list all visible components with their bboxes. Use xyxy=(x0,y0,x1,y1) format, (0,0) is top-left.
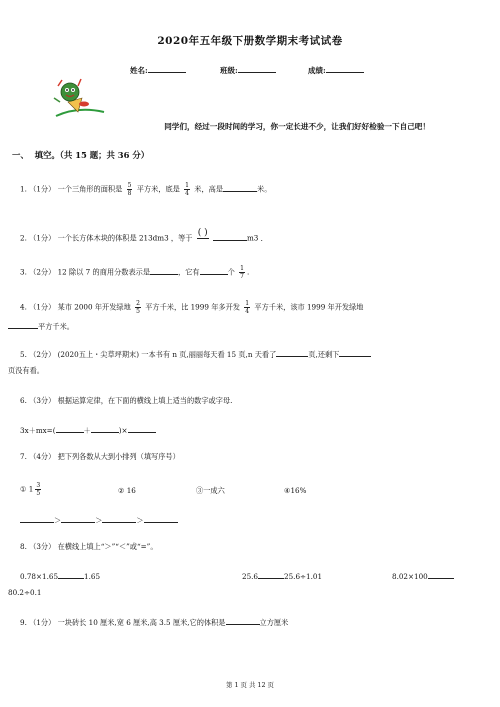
answer-blank[interactable] xyxy=(428,570,454,579)
answer-blank[interactable] xyxy=(200,266,228,275)
answer-blank[interactable] xyxy=(20,514,54,523)
answer-blank[interactable] xyxy=(8,320,38,329)
answer-blank[interactable] xyxy=(128,424,156,433)
question-8-item-2: 25.6 25.6÷1.01 xyxy=(242,572,323,581)
question-3: 3. （2分） 12 除以 7 的商用分数表示是 ，它有 个 $\frac{1}{7}$ . xyxy=(20,265,250,280)
answer-blank[interactable] xyxy=(144,514,178,523)
fraction: $\frac{5}{8}$ xyxy=(127,182,132,197)
question-7-option-4: ④16% xyxy=(284,486,307,495)
question-2: 2. （1分） 一个长方体木块的体积是 213dm3 ，等于 ( ) m3 ． xyxy=(20,228,268,249)
intro-text: 同学们，经过一段时间的学习，你一定长进不少，让我们好好检验一下自己吧！ xyxy=(164,122,430,131)
question-7: 7. （4分） 把下列各数从大到小排列（填写序号） xyxy=(20,452,180,461)
fraction: $\frac{1}{4}$ xyxy=(185,182,189,197)
question-4: 4. （1分） 某市 2000 年开发绿地 $\frac{2}{5}$ 平方千米，比 1999 年多开发 $\frac{1}{4}$ 平方千米，该市 1999 年开发绿地 xyxy=(20,300,364,315)
section-heading: 一、 填空。（共 15 题；共 36 分） xyxy=(12,150,150,160)
page-footer: 第 1 页 共 12 页 xyxy=(226,681,274,689)
name-field[interactable]: 姓名: xyxy=(130,64,186,76)
answer-blank[interactable] xyxy=(213,232,247,241)
class-field[interactable]: 班级: xyxy=(220,64,276,76)
answer-blank[interactable] xyxy=(61,514,95,523)
question-8-item-3-continued: 80.2÷0.1 xyxy=(8,588,42,597)
question-5-continued: 页没有看。 xyxy=(8,366,44,375)
question-4-continued: 平方千米。 xyxy=(8,320,74,332)
question-7-answer-row: ＞ ＞ ＞ xyxy=(20,514,178,526)
question-6-expression: 3x＋mx=( ＋ )× xyxy=(20,424,156,436)
answer-blank[interactable] xyxy=(102,514,136,523)
question-7-option-3: ③一成六 xyxy=(196,486,225,495)
question-9: 9. （1分） 一块砖长 10 厘米,宽 6 厘米,高 3.5 厘米,它的体积是 立方厘米 xyxy=(20,618,289,627)
answer-blank[interactable] xyxy=(258,570,284,579)
answer-blank[interactable] xyxy=(226,616,260,625)
question-6: 6. （3分） 根据运算定律，在下面的横线上填上适当的数字或字母. xyxy=(20,396,233,405)
question-8-item-3: 8.02×100 xyxy=(392,570,454,581)
answer-blank[interactable] xyxy=(58,570,84,579)
question-5: 5. （2分） (2020五上・尖草坪期末) 一本书有 n 页,丽丽每天看 15 页,n 天看了 页,还剩下 xyxy=(20,348,371,360)
fraction: $\frac{1}{7}$ xyxy=(240,265,244,280)
answer-blank[interactable] xyxy=(150,266,178,275)
question-1: 1. （1分） 一个三角形的面积是 $\frac{5}{8}$ 平方米，底是 $\frac{1}{4}$ 米，高是 米。 xyxy=(20,182,272,197)
fraction: $\frac{3}{5}$ xyxy=(36,482,41,497)
answer-blank[interactable] xyxy=(223,183,257,192)
question-8: 8. （3分） 在横线上填上“＞”“＜”或“=”。 xyxy=(20,542,158,551)
answer-blank[interactable] xyxy=(91,424,119,433)
fraction-blank[interactable]: ( ) xyxy=(197,228,208,238)
answer-blank[interactable] xyxy=(276,348,308,357)
fraction: $\frac{1}{4}$ xyxy=(245,300,250,315)
fraction: $\frac{2}{5}$ xyxy=(136,300,140,315)
question-7-option-1: ① 1 $\frac{3}{5}$ xyxy=(20,482,41,497)
score-field[interactable]: 成绩: xyxy=(308,64,364,76)
question-8-item-1: 0.78×1.65 1.65 xyxy=(20,572,101,581)
answer-blank[interactable] xyxy=(339,348,371,357)
answer-blank[interactable] xyxy=(56,424,84,433)
page-title: 2020年五年级下册数学期末考试试卷 xyxy=(157,35,343,47)
pencil-mascot-icon xyxy=(48,72,108,122)
question-7-option-2: ② 16 xyxy=(118,486,136,495)
